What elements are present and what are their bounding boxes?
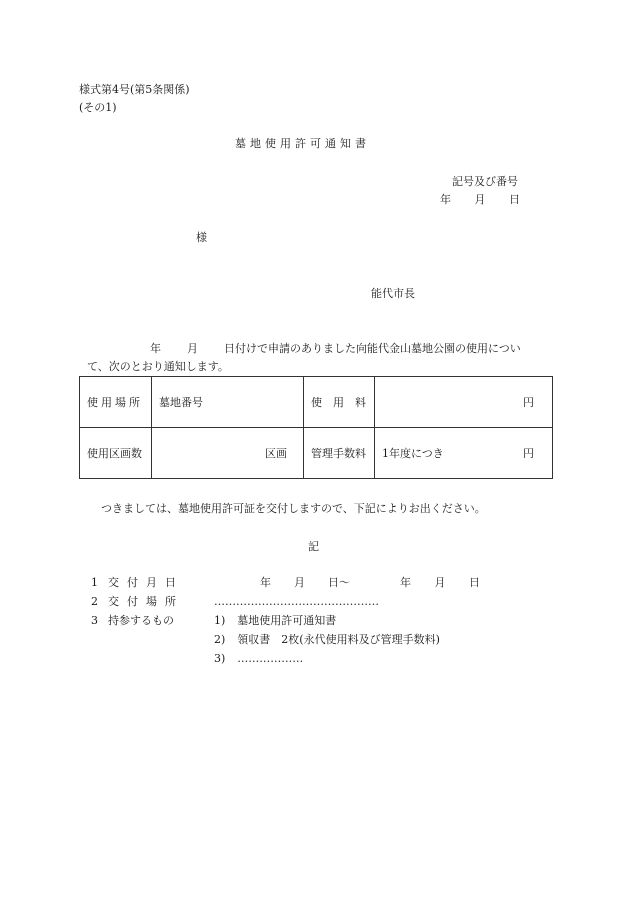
item-1-to-date [400,576,480,590]
table-row [80,428,553,479]
to-month: 月 [434,576,446,589]
from-month: 月 [294,576,305,589]
item-2-number: 2 [91,595,98,608]
sub-2-text: 領収書 2枚(永代使用料及び管理手数料) [237,633,440,646]
management-fee-label: 管理手数料 [304,428,375,479]
table-row [80,377,553,428]
item-2-label: 交付場所 [108,595,184,608]
issuer: 能代市長 [371,287,415,300]
intro-line-1 [150,342,521,356]
sub-3-text: ……………… [237,652,304,665]
management-fee-value [375,428,553,479]
recipient-honorific: 様 [196,231,207,244]
issue-date [440,193,520,207]
intro-year: 年 [150,342,161,355]
item-1-from-date [260,576,350,590]
permit-table [79,376,553,479]
yen-unit: 円 [523,447,534,460]
month-label: 月 [474,193,486,206]
to-day: 日 [469,576,480,589]
intro-month: 月 [187,342,198,355]
item-2-value: ……………………………………… [214,595,379,608]
item-1-number: 1 [91,576,98,589]
item-3-label: 持参するもの [108,614,174,627]
sub-1-text: 墓地使用許可通知書 [237,614,337,627]
intro-line-2: て、次のとおり通知します。 [87,360,229,373]
day-label: 日 [509,193,520,206]
per-year-text: 1年度につき [382,447,444,460]
fee-value: 円 [375,377,553,428]
notice-text: つきましては、墓地使用許可証を交付しますので、下記によりお出ください。 [101,502,486,515]
year-label: 年 [440,193,451,206]
list-item [214,614,336,628]
item-1-label: 交付月日 [108,576,184,589]
symbol-number: 記号及び番号 [452,175,518,188]
form-part: (その1) [79,101,117,114]
sub-3-number: 3) [214,652,226,665]
form-number: 様式第4号(第5条関係) [79,83,190,96]
list-item [214,633,440,647]
place-label: 使用場所 [80,377,152,428]
item-3-number: 3 [91,614,98,627]
list-item [214,652,303,666]
document-title: 墓地使用許可通知書 [235,137,370,150]
from-year: 年 [260,576,271,589]
intro-text: 日付けで申請のありました向能代金山墓地公園の使用につい [224,342,521,355]
plot-number: 墓地番号 [152,377,304,428]
fee-label: 使 用 料 [304,377,375,428]
from-day: 日～ [328,576,350,589]
plot-count-label: 使用区画数 [80,428,152,479]
to-year: 年 [400,576,411,589]
sub-1-number: 1) [214,614,226,627]
ki-heading: 記 [308,540,319,553]
plot-count-value: 区画 [152,428,304,479]
sub-2-number: 2) [214,633,226,646]
